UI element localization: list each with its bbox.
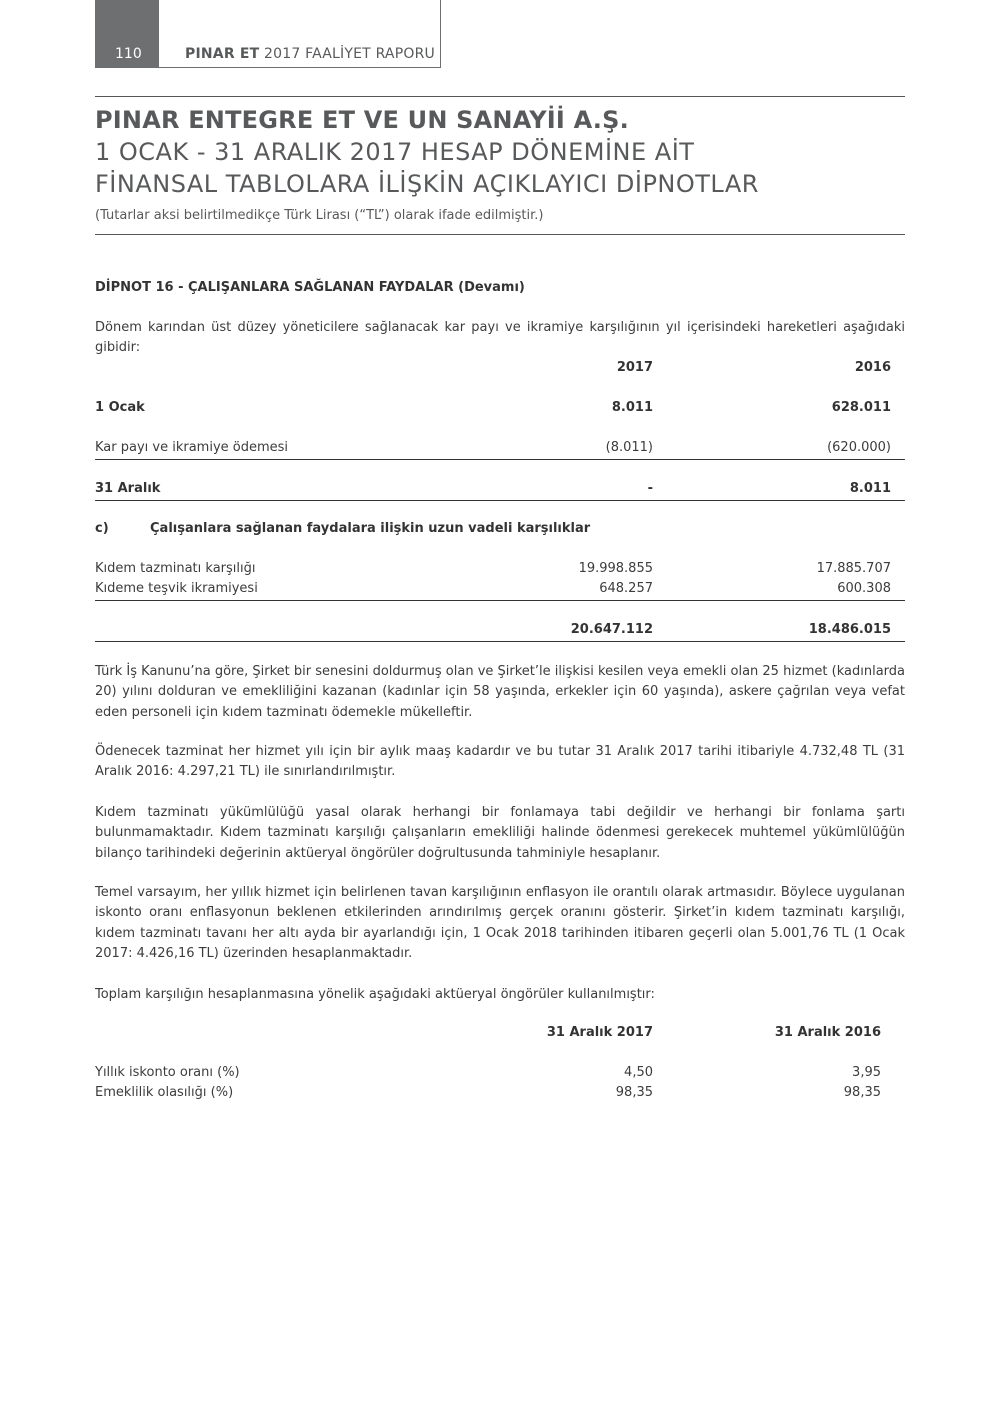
- table2-total-rule: [95, 641, 905, 642]
- section-intro: Dönem karından üst düzey yöneticilere sağlanacak kar payı ve ikramiye karşılığının yıl içerisindeki hareketleri aşağıdaki gibidir:: [95, 320, 905, 356]
- value-2016: 3,95: [852, 1065, 881, 1080]
- value-2017: 8.011: [611, 400, 653, 415]
- table1-total-rule: [95, 500, 905, 501]
- page-number: 110: [95, 0, 159, 68]
- total-2016: 18.486.015: [808, 622, 891, 637]
- paragraph-3: Kıdem tazminatı yükümlülüğü yasal olarak herhangi bir fonlamaya tabi değildir ve herhangi bir fonlama şartı bulunmamaktadır. Kıdem tazminatı karşılığı çalışanların emekliliği halinde ödenmesi gerekecek muhtemel yükümlülüğün bilanço tarihindeki değerinin aktüeryal öngörüler doğrultusunda tahminiyle hesaplanır.: [95, 805, 905, 861]
- title-bottom-rule: [95, 234, 905, 235]
- paragraph-5: Toplam karşılığın hesaplanmasına yönelik aşağıdaki aktüeryal öngörüler kullanılmıştır:: [95, 987, 655, 1002]
- report-header: [185, 46, 435, 62]
- row-label: Kıdem tazminatı karşılığı: [95, 561, 256, 576]
- table-row: [95, 440, 905, 460]
- paragraph-4: Temel varsayım, her yıllık hizmet için belirlenen tavan karşılığının enflasyon ile orantılı olarak artmasıdır. Böylece uygulanan iskonto oranı enflasyonun beklenen etkilerinden arındırılmış gerçek oranını gösterir. Şirket’in kıdem tazminatı karşılığı, kıdem tazminatı tavanı her altı ayda bir ayarlandığı için, 1 Ocak 2018 tarihinden itibaren geçerli olan 5.001,76 TL (1 Ocak 2017: 4.426,16 TL) üzerinden hesaplanmaktadır.: [95, 885, 905, 961]
- header-brand: PINAR ET: [185, 46, 260, 62]
- value-2016: 600.308: [837, 581, 891, 596]
- paragraph-2: Ödenecek tazminat her hizmet yılı için bir aylık maaş kadardır ve bu tutar 31 Aralık 2017 tarihi itibariyle 4.732,48 TL (31 Aralık 2016: 4.297,21 TL) ile sınırlandırılmıştır.: [95, 744, 905, 780]
- col-header-2017: 31 Aralık 2017: [546, 1025, 653, 1040]
- title-top-rule: [95, 96, 905, 97]
- value-2016: 98,35: [843, 1085, 881, 1100]
- section-title: DİPNOT 16 - ÇALIŞANLARA SAĞLANAN FAYDALAR (Devamı): [95, 280, 525, 295]
- title-line-1: 1 OCAK - 31 ARALIK 2017 HESAP DÖNEMİNE AİT: [95, 138, 695, 166]
- row-label: Kıdeme teşvik ikramiyesi: [95, 581, 258, 596]
- value-2017: -: [647, 481, 653, 496]
- table1-header: [95, 360, 905, 380]
- subsection-title: Çalışanlara sağlanan faydalara ilişkin uzun vadeli karşılıklar: [150, 521, 591, 536]
- value-2017: 648.257: [599, 581, 653, 596]
- subsection-letter: c): [95, 521, 109, 536]
- row-label: Kar payı ve ikramiye ödemesi: [95, 440, 289, 455]
- col-header-2016: 31 Aralık 2016: [774, 1025, 881, 1040]
- paragraph-1: Türk İş Kanunu’na göre, Şirket bir senesini doldurmuş olan ve Şirket’le ilişkisi kesilen veya emekli olan 25 hizmet (kadınlarda 20) yılını dolduran ve emekliliğini kazanan (kadınlar için 58 yaşında, erkekler için 60 yaşında), askere çağrılan veya vefat eden personeli için kıdem tazminatı ödemekle mükelleftir.: [95, 664, 905, 720]
- table-row: [95, 561, 905, 581]
- value-2016: 628.011: [831, 400, 891, 415]
- value-2017: (8.011): [605, 440, 653, 455]
- table-row: [95, 581, 905, 601]
- value-2016: 17.885.707: [816, 561, 891, 576]
- table3-header: [95, 1025, 905, 1045]
- table2-rule: [95, 600, 905, 601]
- value-2017: 4,50: [624, 1065, 653, 1080]
- row-label: 1 Ocak: [95, 400, 145, 415]
- table-row: [95, 1085, 905, 1105]
- value-2016: (620.000): [827, 440, 891, 455]
- table-row: [95, 1065, 905, 1085]
- currency-note: (Tutarlar aksi belirtilmedikçe Türk Lirası (“TL”) olarak ifade edilmiştir.): [95, 208, 544, 223]
- value-2017: 98,35: [615, 1085, 653, 1100]
- col-header-2016: 2016: [854, 360, 891, 375]
- row-label: Emeklilik olasılığı (%): [95, 1085, 234, 1100]
- value-2016: 8.011: [849, 481, 891, 496]
- row-label: 31 Aralık: [95, 481, 161, 496]
- row-label: Yıllık iskonto oranı (%): [95, 1065, 240, 1080]
- col-header-2017: 2017: [616, 360, 653, 375]
- title-line-2: FİNANSAL TABLOLARA İLİŞKİN AÇIKLAYICI DİPNOTLAR: [95, 170, 759, 198]
- table1-rule: [95, 459, 905, 460]
- table2-total-row: [95, 622, 905, 642]
- value-2017: 19.998.855: [578, 561, 653, 576]
- total-2017: 20.647.112: [570, 622, 653, 637]
- header-report: 2017 FAALİYET RAPORU: [264, 46, 435, 62]
- company-name: PINAR ENTEGRE ET VE UN SANAYİİ A.Ş.: [95, 106, 629, 134]
- table-row: [95, 481, 905, 501]
- table-row: [95, 400, 905, 420]
